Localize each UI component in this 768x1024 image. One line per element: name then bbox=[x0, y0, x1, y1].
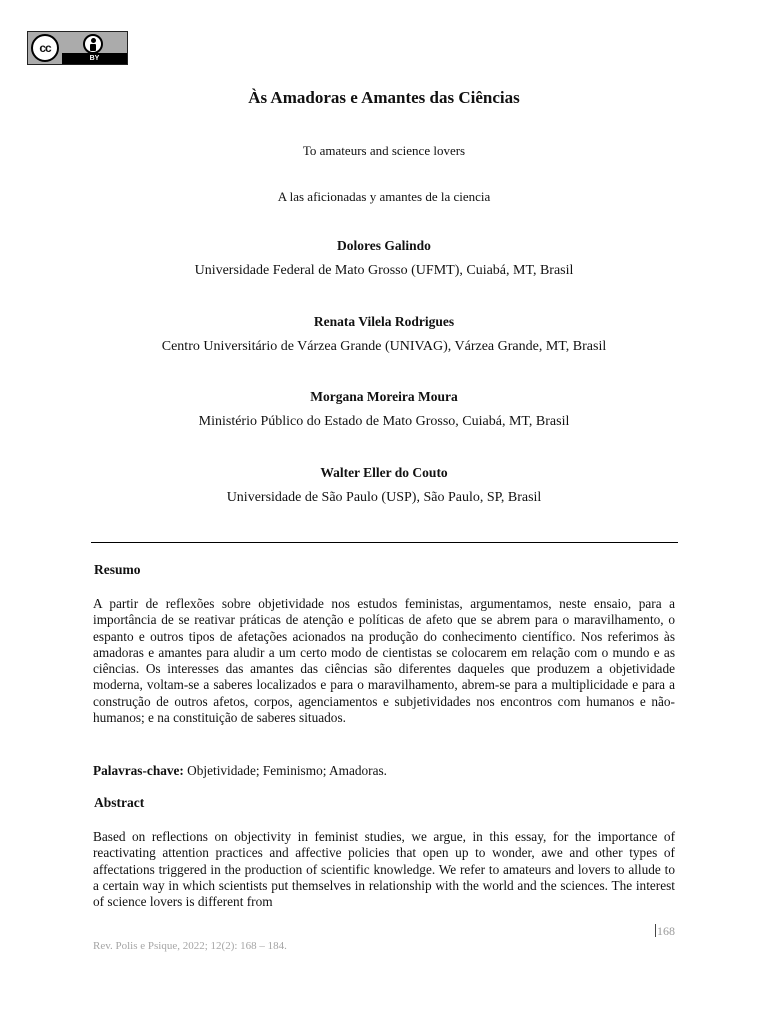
page-number-text: 168 bbox=[657, 924, 675, 938]
resumo-paragraph: A partir de reflexões sobre objetividade nos estudos feministas, argumentamos, neste ensaio, para a importância de se reativar práticas de atenção e políticas de afeto que se abrem para o maravilhamento, o espanto e outros tipos de afetações acionados na produção do conhecimento científico. Nos referimos às amadoras e amantes para aludir a um certo modo de cientistas se colocarem em relação com o mundo e as ciências. Os interesses das amantes das ciências são diferentes daqueles que produzem a objetividade moderna, voltam-se a saberes localizados e para o maravilhamento, abrem-se para a multiplicidade e para a construção de outros afetos, corpos, agenciamentos e subjetividades nos encontros com humanos e não-humanos; e na constituição de saberes situados. bbox=[93, 596, 675, 726]
page-number bbox=[655, 924, 675, 939]
author-affiliation: Universidade de São Paulo (USP), São Paulo, SP, Brasil bbox=[226, 490, 542, 505]
attribution-person-icon bbox=[83, 34, 103, 54]
creative-commons-icon: cc bbox=[31, 34, 59, 62]
abstract-paragraph: Based on reflections on objectivity in feminist studies, we argue, in this essay, for the importance of reactivating attention practices and affective policies that open up to wonder, awe and other types of affectations triggered in the production of scientific knowledge. We refer to amateurs and lovers to allude to a certain way in which scientists put themselves in relationship with the world and the sciences. The interest of science lovers is different from bbox=[93, 829, 675, 910]
page-number-bar bbox=[655, 924, 656, 937]
author-name: Walter Eller do Couto bbox=[320, 465, 448, 480]
resumo-heading: Resumo bbox=[94, 562, 141, 577]
article-title-english: To amateurs and science lovers bbox=[302, 143, 466, 158]
keywords-label: Palavras-chave: bbox=[93, 763, 184, 778]
author-affiliation: Universidade Federal de Mato Grosso (UFMT), Cuiabá, MT, Brasil bbox=[194, 263, 574, 278]
cc-by-license-badge bbox=[27, 31, 128, 65]
license-by-label: BY bbox=[62, 53, 127, 64]
author-affiliation: Centro Universitário de Várzea Grande (UNIVAG), Várzea Grande, MT, Brasil bbox=[161, 339, 607, 354]
article-title-spanish: A las aficionadas y amantes de la ciencia bbox=[277, 189, 491, 204]
article-title: Às Amadoras e Amantes das Ciências bbox=[248, 88, 520, 107]
section-divider bbox=[91, 542, 678, 543]
abstract-heading: Abstract bbox=[94, 795, 145, 810]
keywords-line bbox=[93, 763, 675, 779]
author-affiliation: Ministério Público do Estado de Mato Grosso, Cuiabá, MT, Brasil bbox=[198, 414, 570, 429]
author-name: Renata Vilela Rodrigues bbox=[313, 314, 455, 329]
keywords-values: Objetividade; Feminismo; Amadoras. bbox=[187, 763, 387, 778]
author-name: Dolores Galindo bbox=[337, 238, 431, 253]
author-name: Morgana Moreira Moura bbox=[310, 389, 458, 404]
journal-citation: Rev. Polis e Psique, 2022; 12(2): 168 – 184. bbox=[93, 940, 287, 952]
